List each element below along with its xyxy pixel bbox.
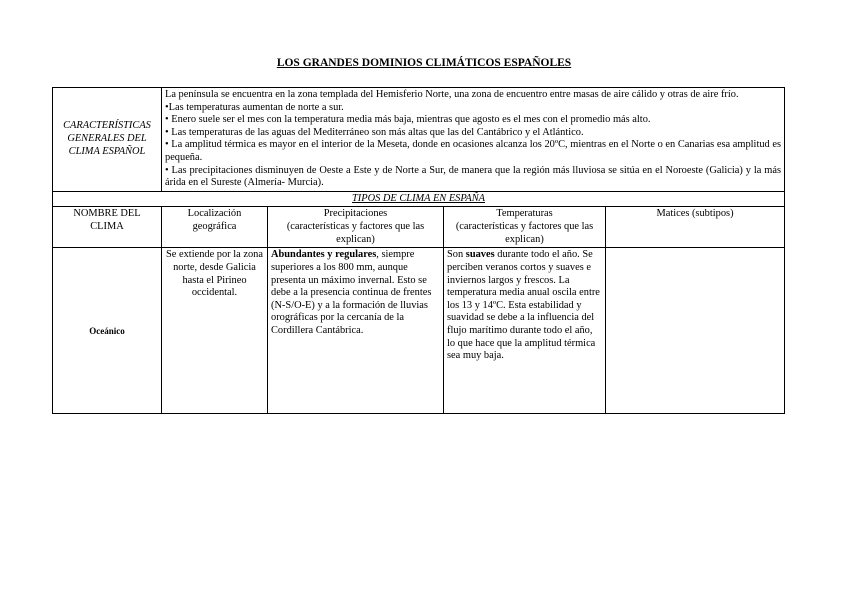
cell-matices xyxy=(606,248,785,414)
cell-nombre: Oceánico xyxy=(53,248,162,414)
general-text xyxy=(162,88,785,192)
general-paragraph: • La amplitud térmica es mayor en el interior de la Meseta, donde en ocasiones alcanza los 20ºC, mientras en el Norte o en Canarias esa amplitud es pequeña. xyxy=(165,139,782,163)
header-temp-title: Temperaturas xyxy=(496,208,553,220)
cell-precipitaciones xyxy=(268,248,444,414)
precip-emphasis: Abundantes y regulares xyxy=(271,249,377,261)
header-temperaturas xyxy=(444,207,606,248)
temp-text: durante todo el año. Se perciben veranos cortos y suaves e inviernos largos y frescos. La temperatura media anual oscila entre los 13 y 14ºC. Esta estabilidad y suavidad se debe a la influencia del flujo marítimo durante todo el año, lo que hace que la amplitud térmica sea muy baja. xyxy=(447,249,600,362)
general-label: CARACTERÍSTICAS GENERALES DEL CLIMA ESPAÑOL xyxy=(53,88,162,192)
general-paragraph: • Las precipitaciones disminuyen de Oeste a Este y de Norte a Sur, de manera que la región más lluviosa se sitúa en el Noroeste (Galicia) y la más árida en el Sureste (Almería- Murcia). xyxy=(165,164,782,189)
header-matices: Matices (subtipos) xyxy=(606,207,785,248)
header-temp-sub: (características y factores que las explican) xyxy=(455,220,594,245)
precip-text: , siempre superiores a los 800 mm, aunque presenta un máximo invernal. Esto se debe a la presencia continua de frentes (N-S/O-E) y a la formación de lluvias orográficas por la cercanía de la Cordillera Cantábrica. xyxy=(271,249,432,336)
general-paragraph: •Las temperaturas aumentan de norte a sur. xyxy=(165,101,344,113)
cell-temperaturas xyxy=(444,248,606,414)
temp-emphasis: suaves xyxy=(465,249,495,261)
climate-table xyxy=(52,87,785,414)
tipos-row xyxy=(53,191,785,207)
document-title: LOS GRANDES DOMINIOS CLIMÁTICOS ESPAÑOLES xyxy=(276,57,572,69)
header-precipitaciones xyxy=(268,207,444,248)
general-paragraph: • Las temperaturas de las aguas del Mediterráneo son más altas que las del Cantábrico y el Atlántico. xyxy=(165,126,584,138)
cell-localizacion: Se extiende por la zona norte, desde Galicia hasta el Pirineo occidental. xyxy=(162,248,268,414)
temp-pre: Son xyxy=(447,249,466,261)
general-row xyxy=(53,88,785,192)
header-localizacion: Localización geográfica xyxy=(162,207,268,248)
header-precip-title: Precipitaciones xyxy=(323,208,388,220)
header-nombre: NOMBRE DEL CLIMA xyxy=(53,207,162,248)
table-row xyxy=(53,248,785,414)
header-row xyxy=(53,207,785,248)
header-precip-sub: (características y factores que las explican) xyxy=(286,220,425,245)
general-paragraph: La península se encuentra en la zona templada del Hemisferio Norte, una zona de encuentro entre masas de aire cálido y otras de aire frío. xyxy=(165,89,739,100)
general-paragraph: • Enero suele ser el mes con la temperatura media más baja, mientras que agosto es el mes con el promedio más alto. xyxy=(165,114,651,126)
tipos-heading: TIPOS DE CLIMA EN ESPAÑA xyxy=(53,191,785,207)
